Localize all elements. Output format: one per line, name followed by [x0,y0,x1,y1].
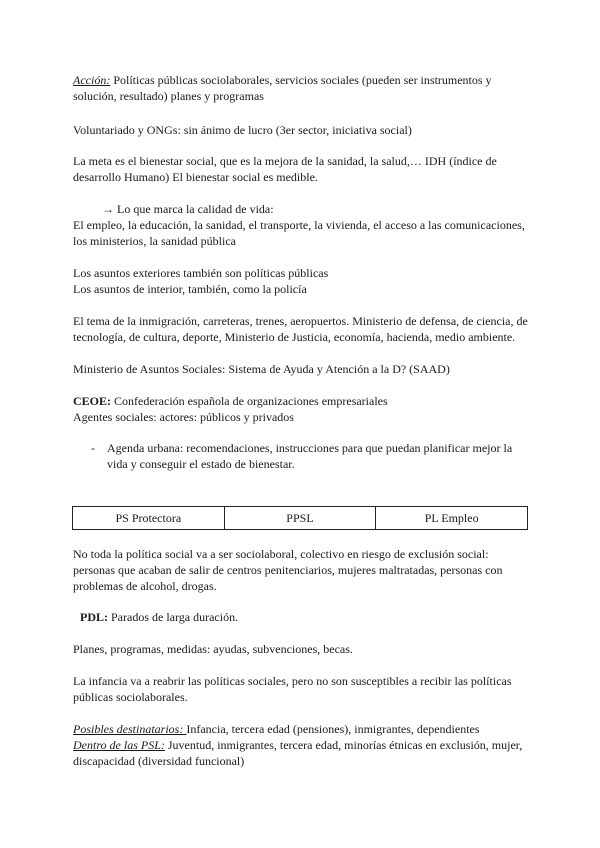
posibles-text: Infancia, tercera edad (pensiones), inmigrantes, dependientes [186,722,480,736]
accion-text: Políticas públicas sociolaborales, servicios sociales (pueden ser instrumentos y solución, resultado) planes y programas [73,73,492,103]
list-item-agenda: Agenda urbana: recomendaciones, instrucciones para que puedan planificar mejor la vida y conseguir el estado de bienestar. [107,441,513,471]
paragraph-agentes: Agentes sociales: actores: públicos y privados [73,410,294,424]
posibles-label: Posibles destinatarios: [73,722,187,736]
paragraph-posibles [73,721,533,737]
paragraph-meta: La meta es el bienestar social, que es la mejora de la sanidad, la salud,… IDH (índice de desarrollo Humano) El bienestar social es medible. [73,154,497,184]
calidad-label: Lo que marca la calidad de vida: [114,202,274,216]
paragraph-calidad-heading [102,201,532,217]
table-cell-pl-empleo: PL Empleo [376,507,528,530]
paragraph-pdl [80,609,540,625]
ceoe-label: CEOE: [73,394,112,408]
list-bullet: - [91,441,95,455]
pdl-text: Parados de larga duración. [108,610,239,624]
pdl-label: PDL: [80,610,108,624]
policy-table [72,506,528,530]
paragraph-calidad-text: El empleo, la educación, la sanidad, el transporte, la vivienda, el acceso a las comunicaciones, los ministerios, la sanidad pública [73,218,525,248]
paragraph-infancia: La infancia va a reabrir las políticas sociales, pero no son susceptibles a recibir las políticas públicas sociolaborales. [73,674,512,704]
table-cell-ppsl: PPSL [224,507,376,530]
paragraph-inmigracion: El tema de la inmigración, carreteras, trenes, aeropuertos. Ministerio de defensa, de ciencia, de tecnología, de cultura, deporte, Ministerio de Justicia, economía, hacienda, medio ambiente. [73,314,528,344]
paragraph-ceoe [73,393,533,409]
dentro-label: Dentro de las PSL: [73,738,165,752]
paragraph-no-toda: No toda la política social va a ser sociolaboral, colectivo en riesgo de exclusión social: personas que acaban de salir de centros penitenciarios, mujeres maltratadas, personas con problemas de alcohol, drogas. [73,547,503,593]
ceoe-text: Confederación española de organizaciones empresariales [111,394,388,408]
paragraph-planes: Planes, programas, medidas: ayudas, subvenciones, becas. [73,642,353,656]
table-cell-ps-protectora: PS Protectora [73,507,225,530]
accion-label: Acción: [73,73,111,87]
table-row [73,507,528,530]
paragraph-exteriores: Los asuntos exteriores también son políticas públicas [73,266,329,280]
paragraph-dentro [73,737,533,769]
paragraph-ministerio: Ministerio de Asuntos Sociales: Sistema de Ayuda y Atención a la D? (SAAD) [73,362,450,376]
dentro-text: Juventud, inmigrantes, tercera edad, minorías étnicas en exclusión, mujer, discapacidad (diversidad funcional) [73,738,523,768]
paragraph-interior: Los asuntos de interior, también, como la policía [73,282,307,296]
paragraph-accion [73,72,533,104]
paragraph-voluntariado: Voluntariado y ONGs: sin ánimo de lucro (3er sector, iniciativa social) [73,123,412,137]
arrow-icon: → [102,202,114,216]
